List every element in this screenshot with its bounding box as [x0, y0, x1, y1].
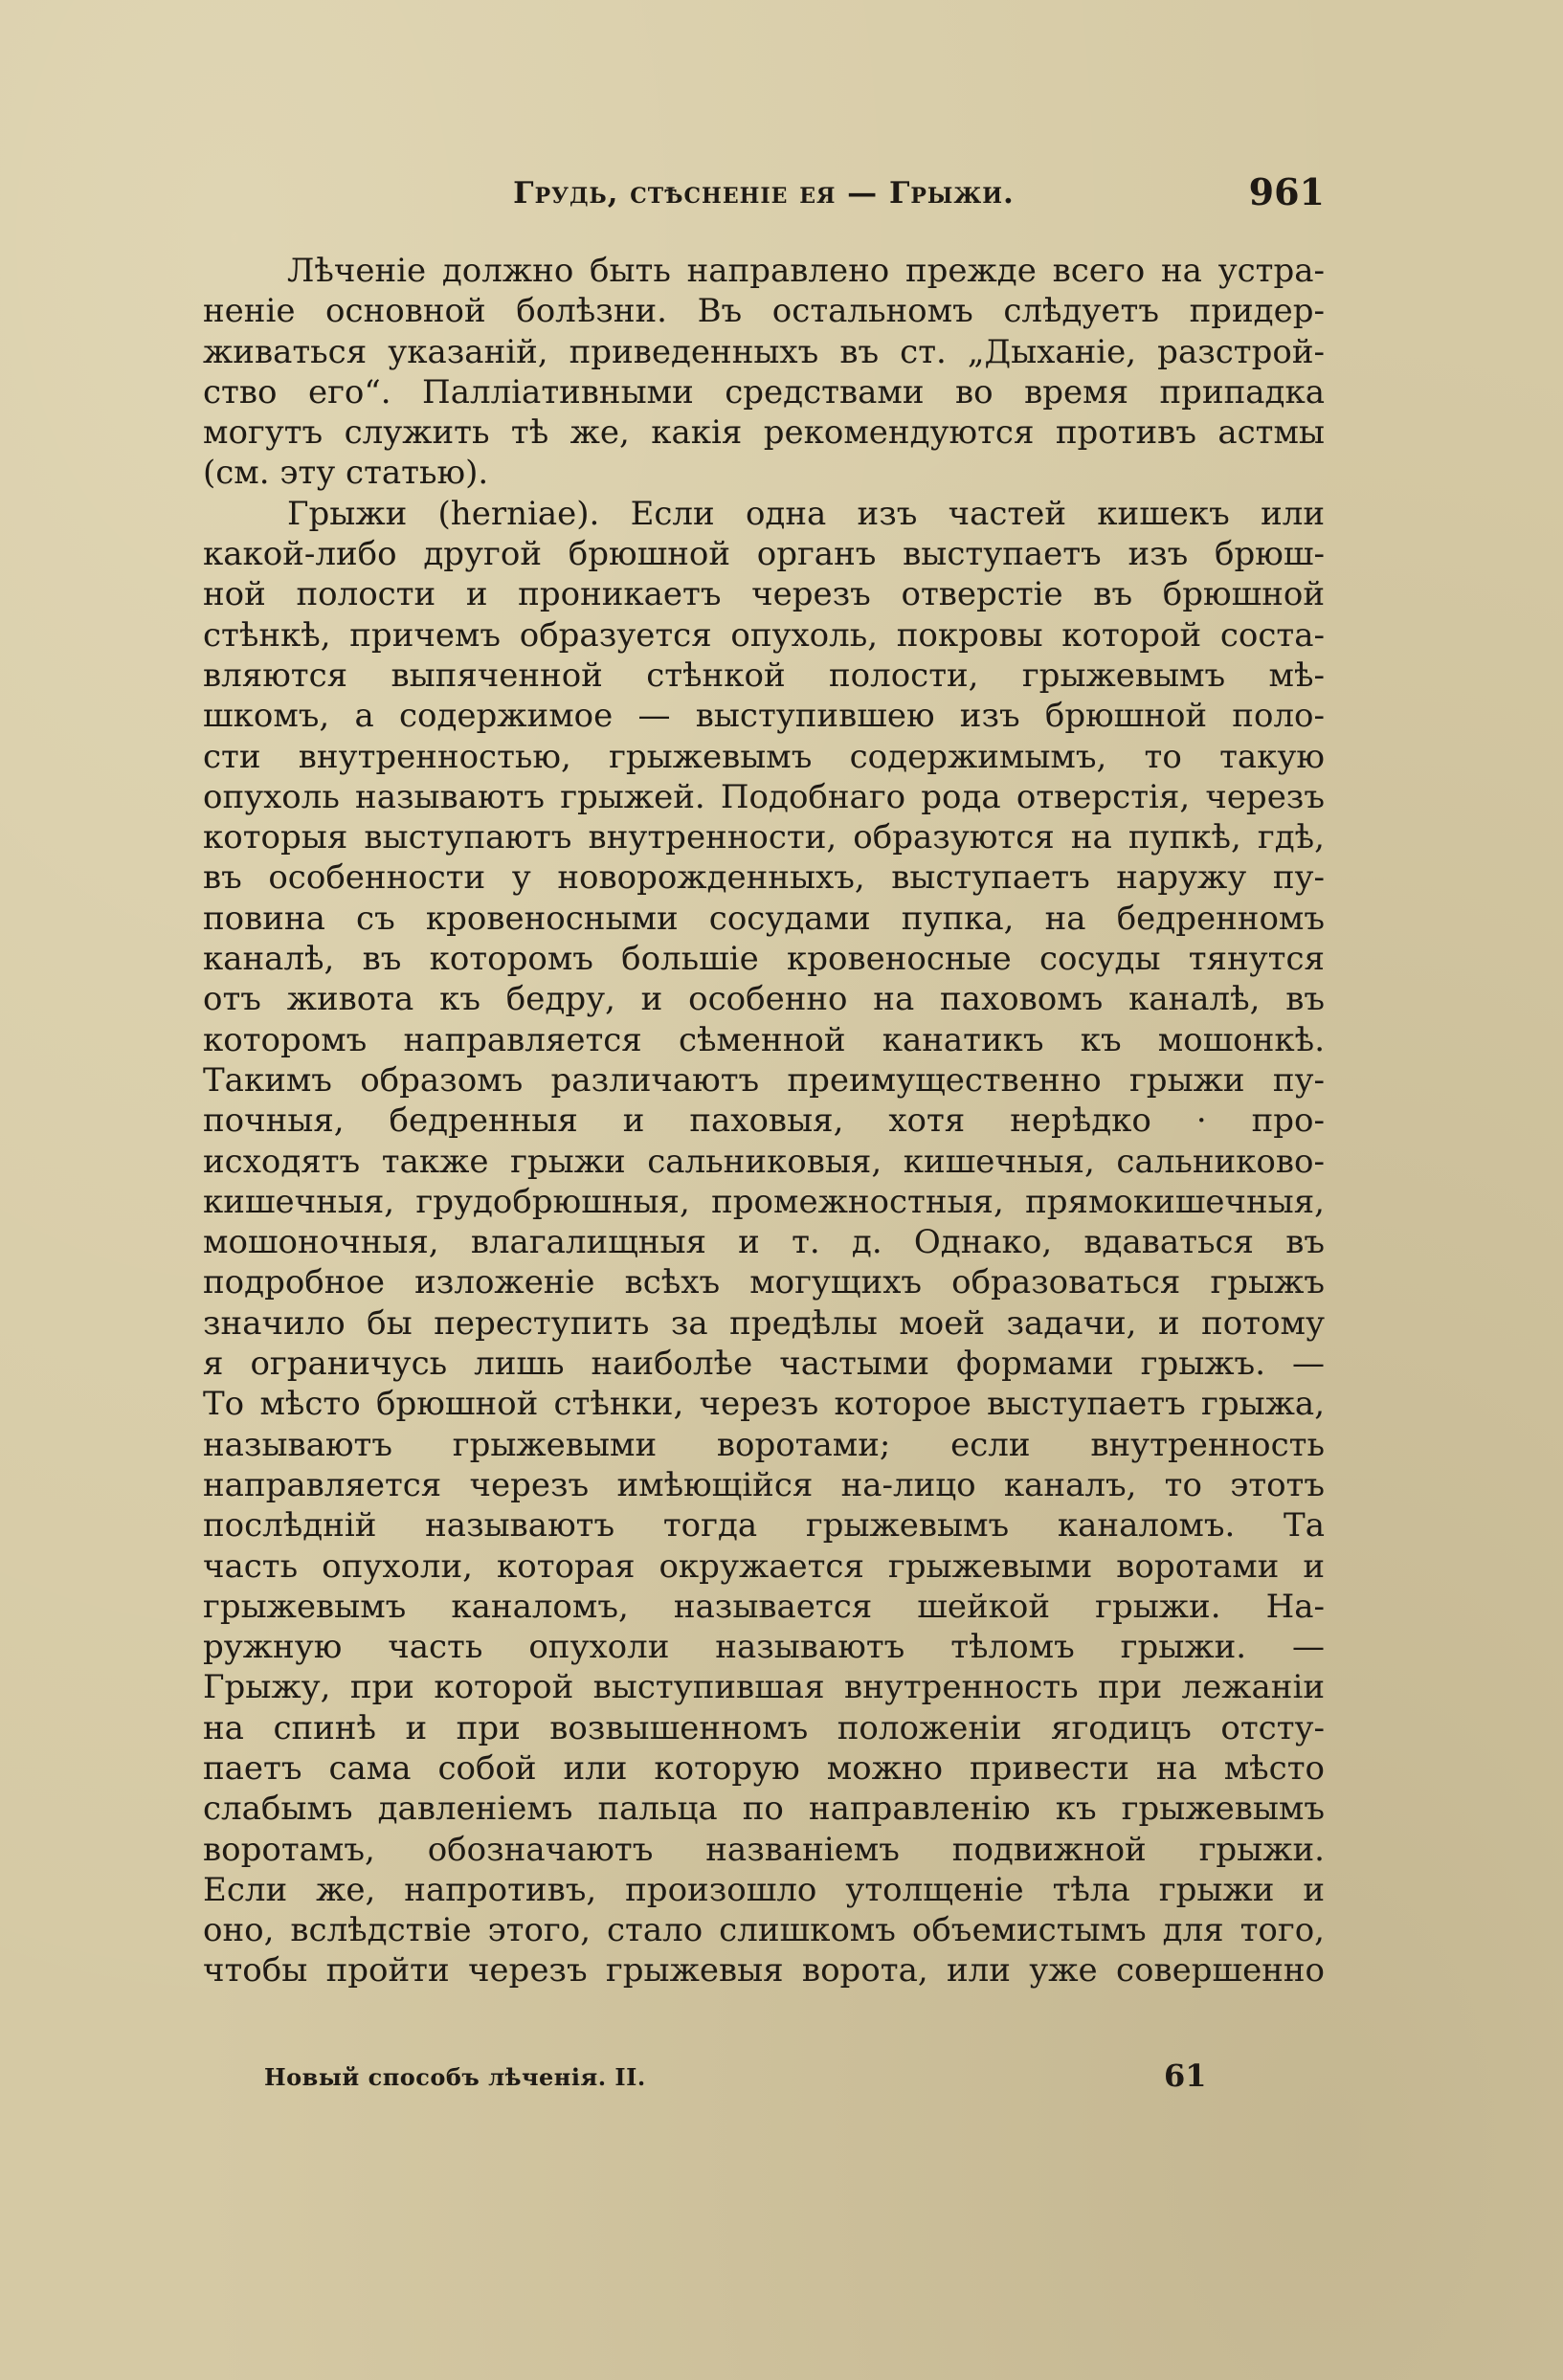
text-line: послѣдній называютъ тогда грыжевымъ каналомъ. Та — [203, 1506, 1325, 1546]
text-line: какой-либо другой брюшной органъ выступаетъ изъ брюш- — [203, 535, 1325, 574]
text-line: шкомъ, а содержимое — выступившею изъ брюшной поло- — [203, 697, 1325, 736]
text-line: воротамъ, обозначаютъ названіемъ подвижной грыжи. — [203, 1830, 1325, 1869]
text-line: мошоночныя, влагалищныя и т. д. Однако, вдаваться въ — [203, 1223, 1325, 1262]
text-line: исходятъ также грыжи сальниковыя, кишечныя, сальниково- — [203, 1142, 1325, 1181]
text-line: слабымъ давленіемъ пальца по направленію къ грыжевымъ — [203, 1790, 1325, 1829]
text-line: я ограничусь лишь наиболѣе частыми формами грыжъ. — — [203, 1345, 1325, 1384]
text-line: которыя выступаютъ внутренности, образуются на пупкѣ, гдѣ, — [203, 818, 1325, 857]
text-line: оно, вслѣдствіе этого, стало слишкомъ объемистымъ для того, — [203, 1911, 1325, 1950]
text-line: ство его“. Палліативными средствами во время припадка — [203, 372, 1325, 411]
text-line: часть опухоли, которая окружается грыжевыми воротами и — [203, 1546, 1325, 1586]
text-line: вляются выпяченной стѣнкой полости, грыжевымъ мѣ- — [203, 656, 1325, 695]
text-line: значило бы переступить за предѣлы моей задачи, и потому — [203, 1303, 1325, 1343]
text-line: кишечныя, грудобрюшныя, промежностныя, прямокишечныя, — [203, 1182, 1325, 1221]
page-header — [203, 168, 1325, 222]
text-line: чтобы пройти черезъ грыжевыя ворота, или уже совершенно — [203, 1951, 1325, 1991]
text-line: Если же, напротивъ, произошло утолщеніе тѣла грыжи и — [203, 1870, 1325, 1909]
running-title: Грудь, стѣсненіе ея — Грыжи. — [513, 176, 1015, 211]
text-line: на спинѣ и при возвышенномъ положеніи ягодицъ отсту- — [203, 1708, 1325, 1747]
text-line: въ особенности у новорожденныхъ, выступаетъ наружу пу- — [203, 858, 1325, 898]
text-line: ружную часть опухоли называютъ тѣломъ грыжи. — — [203, 1628, 1325, 1667]
text-line: почныя, бедренныя и паховыя, хотя нерѣдко · про- — [203, 1101, 1325, 1141]
text-line: паетъ сама собой или которую можно привести на мѣсто — [203, 1748, 1325, 1788]
text-line: Грыжу, при которой выступившая внутренность при лежаніи — [203, 1668, 1325, 1707]
text-line: (см. эту статью). — [203, 454, 489, 493]
text-line: подробное изложеніе всѣхъ могущихъ образоваться грыжъ — [203, 1263, 1325, 1302]
text-line: могутъ служить тѣ же, какія рекомендуются противъ астмы — [203, 413, 1325, 453]
text-line: То мѣсто брюшной стѣнки, черезъ которое выступаетъ грыжа, — [203, 1385, 1325, 1424]
text-line: направляется черезъ имѣющійся на-лицо каналъ, то этотъ — [203, 1465, 1325, 1504]
text-line: сти внутренностью, грыжевымъ содержимымъ, то такую — [203, 737, 1325, 776]
text-line: грыжевымъ каналомъ, называется шейкой грыжи. На- — [203, 1587, 1325, 1626]
text-line: называютъ грыжевыми воротами; если внутренность — [203, 1425, 1325, 1464]
text-line: живаться указаній, приведенныхъ въ ст. „Дыханіе, разстрой- — [203, 332, 1325, 371]
text-line: Лѣченіе должно быть направлено прежде всего на устра- — [287, 252, 1325, 290]
text-line: каналѣ, въ которомъ большіе кровеносные сосуды тянутся — [203, 940, 1325, 979]
text-line: ной полости и проникаетъ черезъ отверстіе въ брюшной — [203, 575, 1325, 614]
page-number: 961 — [1248, 170, 1325, 213]
printer-signature: Новый способъ лѣченія. II. — [264, 2063, 646, 2091]
text-line: повина съ кровеносными сосудами пупка, на бедренномъ — [203, 899, 1325, 938]
text-line: Такимъ образомъ различаютъ преимущественно грыжи пу- — [203, 1060, 1325, 1100]
text-line: стѣнкѣ, причемъ образуется опухоль, покровы которой соста- — [203, 615, 1325, 655]
page-footer — [264, 2054, 1325, 2102]
signature-mark: 61 — [1164, 2057, 1207, 2094]
text-line: которомъ направляется сѣменной канатикъ къ мошонкѣ. — [203, 1020, 1325, 1059]
text-line: отъ живота къ бедру, и особенно на паховомъ каналѣ, въ — [203, 980, 1325, 1019]
text-line: опухоль называютъ грыжей. Подобнаго рода отверстія, черезъ — [203, 777, 1325, 816]
text-line: Грыжи (hernіae). Если одна изъ частей кишекъ или — [287, 494, 1325, 533]
body-text — [203, 251, 1325, 1991]
text-line: неніе основной болѣзни. Въ остальномъ слѣдуетъ придер- — [203, 292, 1325, 331]
